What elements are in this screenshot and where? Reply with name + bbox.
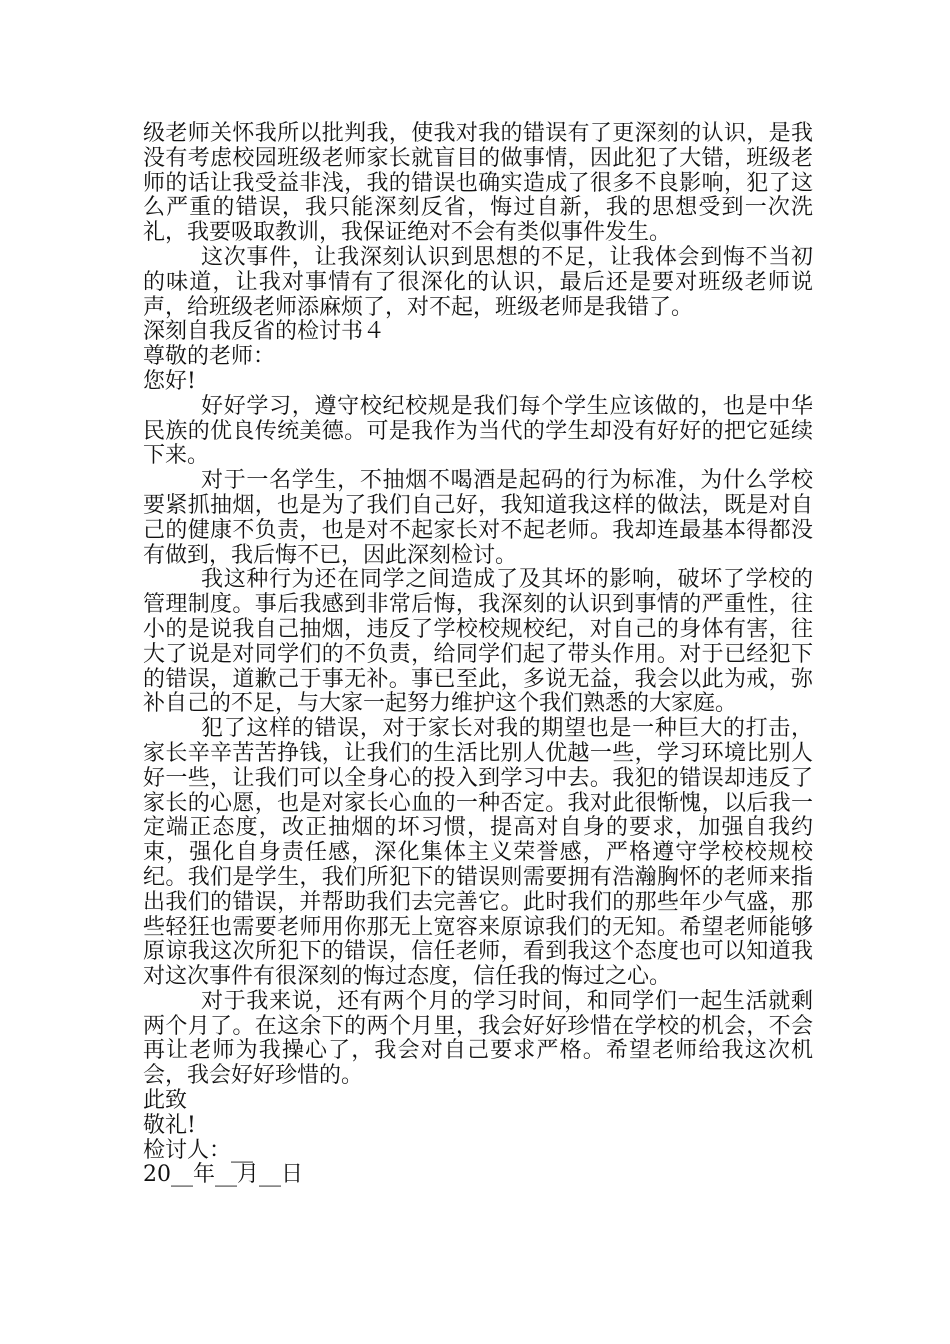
- signature-line: 检讨人：__: [143, 1137, 254, 1163]
- closing-salute: 敬礼!: [143, 1112, 196, 1138]
- paragraph-study: 好好学习，遵守校纪校规是我们每个学生应该做的，也是中华民族的优良传统美德。可是我作为当代的学生却没有好好的把它延续下来。: [143, 393, 813, 469]
- section-title: 深刻自我反省的检讨书４: [143, 319, 386, 345]
- paragraph-continued: 级老师关怀我所以批判我，使我对我的错误有了更深刻的认识，是我没有考虑校园班级老师家长就盲目的做事情，因此犯了大错，班级老师的话让我受益非浅，我的错误也确实造成了很多不良影响，犯了这么严重的错误，我只能深刻反省，悔过自新，我的思想受到一次洗礼，我要吸取教训，我保证绝对不会有类似事件发生。: [143, 121, 813, 246]
- paragraph-smoking: 对于一名学生，不抽烟不喝酒是起码的行为标准，为什么学校要紧抓抽烟，也是为了我们自己好，我知道我这样的做法，既是对自己的健康不负责，也是对不起家长对不起老师。我却连最基本得都没有做到，我后悔不已，因此深刻检讨。: [143, 468, 813, 568]
- salutation: 尊敬的老师：: [143, 344, 276, 370]
- document-page: [143, 122, 813, 1188]
- greeting: 您好!: [143, 368, 196, 394]
- date-line: 20__年__月__日: [143, 1162, 303, 1188]
- paragraph-influence: 我这种行为还在同学之间造成了及其坏的影响，破坏了学校的管理制度。事后我感到非常后悔，我深刻的认识到事情的严重性，往小的是说我自己抽烟，违反了学校校规校纪，对自己的身体有害，往大了说是对同学们的不负责，给同学们起了带头作用。对于已经犯下的错误，道歉己于事无补。事已至此，多说无益，我会以此为戒，弥补自己的不足，与大家一起努力维护这个我们熟悉的大家庭。: [143, 567, 813, 717]
- paragraph-remaining-time: 对于我来说，还有两个月的学习时间，和同学们一起生活就剩两个月了。在这余下的两个月里，我会好好珍惜在学校的机会，不会再让老师为我操心了，我会对自己要求严格。希望老师给我这次机会，我会好好珍惜的。: [143, 988, 813, 1089]
- paragraph-reflection: 这次事件，让我深刻认识到思想的不足，让我体会到悔不当初的味道，让我对事情有了很深化的认识，最后还是要对班级老师说声，给班级老师添麻烦了，对不起，班级老师是我错了。: [143, 244, 813, 320]
- closing-phrase: 此致: [143, 1088, 188, 1114]
- paragraph-parents: 犯了这样的错误，对于家长对我的期望也是一种巨大的打击，家长辛辛苦苦挣钱，让我们的生活比别人优越一些，学习环境比别人好一些，让我们可以全身心的投入到学习中去。我犯的错误却违反了家长的心愿，也是对家长心血的一种否定。我对此很惭愧，以后我一定端正态度，改正抽烟的坏习惯，提高对自身的要求，加强自我约束，强化自身责任感，深化集体主义荣誉感，严格遵守学校校规校纪。我们是学生，我们所犯下的错误则需要拥有浩瀚胸怀的老师来指出我们的错误，并帮助我们去完善它。此时我们的那些年少气盛，那些轻狂也需要老师用你那无上宽容来原谅我们的无知。希望老师能够原谅我这次所犯下的错误，信任老师，看到我这个态度也可以知道我对这次事件有很深刻的悔过态度，信任我的悔过之心。: [143, 716, 813, 990]
